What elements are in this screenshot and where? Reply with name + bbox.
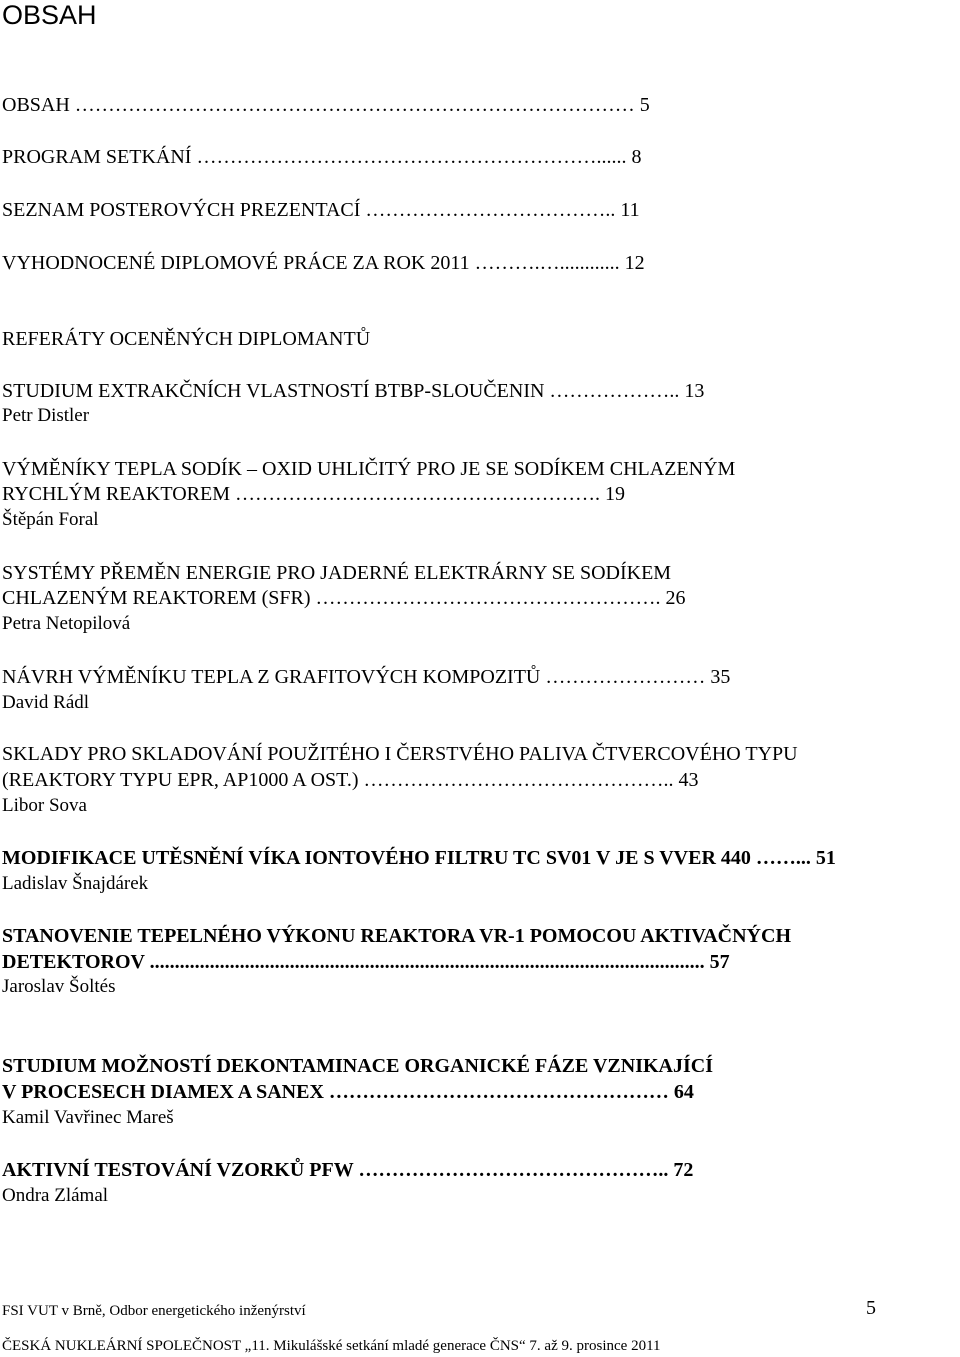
toc-entry-author: Ondra Zlámal bbox=[2, 1185, 109, 1206]
toc-item-program[interactable]: PROGRAM SETKÁNÍ ……………………………………………………...... 8 bbox=[2, 146, 642, 168]
toc-entry-author: Štěpán Foral bbox=[2, 509, 99, 530]
toc-entry-author: Kamil Vavřinec Mareš bbox=[2, 1107, 174, 1128]
footer-event: ČESKÁ NUKLEÁRNÍ SPOLEČNOST „11. Mikulášské setkání mladé generace ČNS“ 7. až 9. prosince 2011 bbox=[2, 1338, 661, 1354]
toc-item-obsah[interactable]: OBSAH ………………………………………………………………………… 5 bbox=[2, 94, 650, 116]
toc-section-heading: REFERÁTY OCENĚNÝCH DIPLOMANTŮ bbox=[2, 328, 371, 350]
footer-institution: FSI VUT v Brně, Odbor energetického inženýrství bbox=[2, 1303, 306, 1319]
toc-entry-title[interactable]: MODIFIKACE UTĚSNĚNÍ VÍKA IONTOVÉHO FILTRU TC SV01 V JE S VVER 440 ……... 51 bbox=[2, 847, 836, 869]
toc-entry-author: Petr Distler bbox=[2, 405, 90, 426]
toc-entry-title-cont[interactable]: (REAKTORY TYPU EPR, AP1000 A OST.) ……………………………………….. 43 bbox=[2, 769, 699, 791]
toc-entry-author: Jaroslav Šoltés bbox=[2, 976, 116, 997]
toc-entry-title[interactable]: NÁVRH VÝMĚNÍKU TEPLA Z GRAFITOVÝCH KOMPOZITŮ …………………… 35 bbox=[2, 666, 731, 688]
toc-entry-author: Ladislav Šnajdárek bbox=[2, 873, 149, 894]
toc-entry-title[interactable]: STUDIUM EXTRAKČNÍCH VLASTNOSTÍ BTBP-SLOUČENIN ……………….. 13 bbox=[2, 380, 705, 402]
toc-entry-title-cont[interactable]: DETEKTOROV ............................................................................................................... 57 bbox=[2, 951, 730, 973]
toc-entry-author: Libor Sova bbox=[2, 795, 87, 816]
toc-entry-author: Petra Netopilová bbox=[2, 613, 131, 634]
toc-entry-title[interactable]: STANOVENIE TEPELNÉHO VÝKONU REAKTORA VR-1 POMOCOU AKTIVAČNÝCH bbox=[2, 925, 792, 947]
page-title: OBSAH bbox=[2, 0, 97, 30]
toc-entry-title[interactable]: STUDIUM MOŽNOSTÍ DEKONTAMINACE ORGANICKÉ FÁZE VZNIKAJÍCÍ bbox=[2, 1055, 714, 1077]
toc-entry-title-cont[interactable]: CHLAZENÝM REAKTOREM (SFR) ……………………………………………. 26 bbox=[2, 587, 686, 609]
toc-entry-title[interactable]: SYSTÉMY PŘEMĚN ENERGIE PRO JADERNÉ ELEKTRÁRNY SE SODÍKEM bbox=[2, 562, 672, 584]
toc-item-posters[interactable]: SEZNAM POSTEROVÝCH PREZENTACÍ ……………………………….. 11 bbox=[2, 199, 640, 221]
toc-entry-title[interactable]: AKTIVNÍ TESTOVÁNÍ VZORKŮ PFW ……………………………………….. 72 bbox=[2, 1159, 694, 1181]
toc-entry-title[interactable]: VÝMĚNÍKY TEPLA SODÍK – OXID UHLIČITÝ PRO JE SE SODÍKEM CHLAZENÝM bbox=[2, 458, 736, 480]
toc-entry-title-cont[interactable]: RYCHLÝM REAKTOREM ………………………………………………. 19 bbox=[2, 483, 625, 505]
toc-entry-title[interactable]: SKLADY PRO SKLADOVÁNÍ POUŽITÉHO I ČERSTVÉHO PALIVA ČTVERCOVÉHO TYPU bbox=[2, 743, 798, 765]
page-number: 5 bbox=[866, 1297, 876, 1319]
toc-item-theses[interactable]: VYHODNOCENÉ DIPLOMOVÉ PRÁCE ZA ROK 2011 ……….…............ 12 bbox=[2, 252, 645, 274]
toc-entry-author: David Rádl bbox=[2, 692, 90, 713]
toc-entry-title-cont[interactable]: V PROCESECH DIAMEX A SANEX …………………………………………… 64 bbox=[2, 1081, 694, 1103]
